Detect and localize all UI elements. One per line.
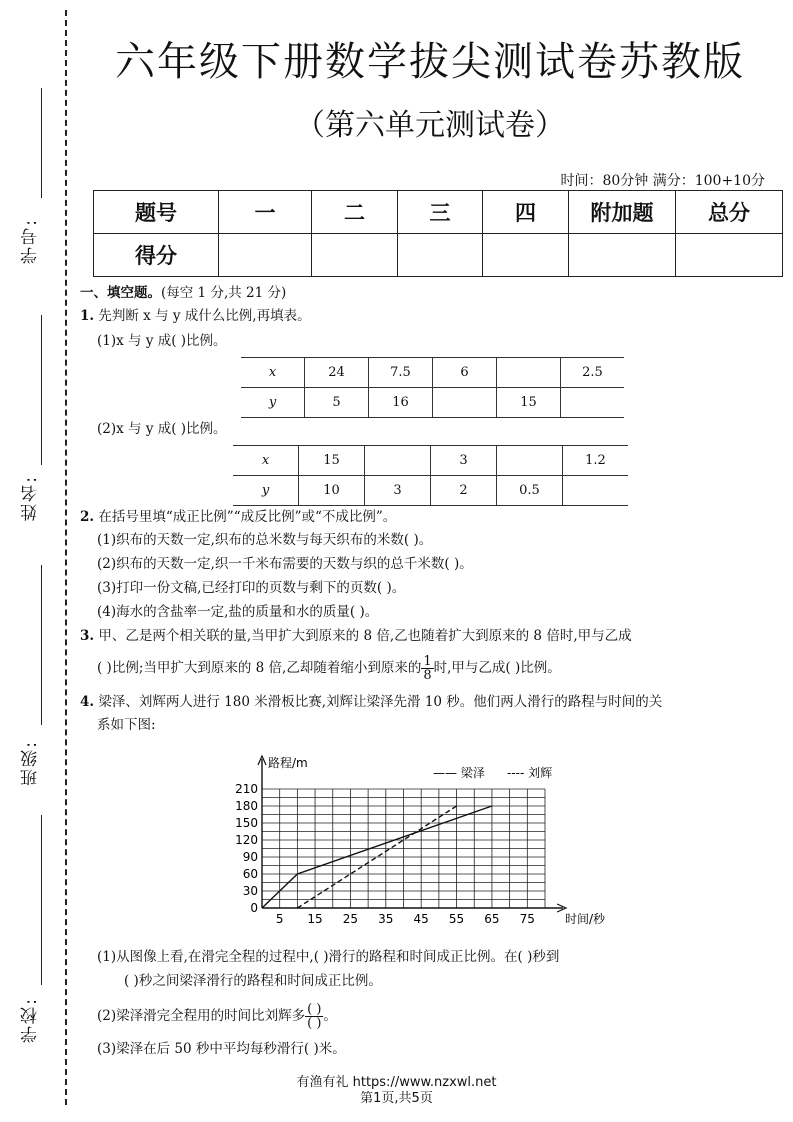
table-cell: x — [241, 358, 305, 388]
x-tick-label: 5 — [275, 912, 284, 926]
q3-line2 — [97, 655, 561, 682]
q4-line2: 系如下图: — [97, 717, 156, 733]
score-table-score-row — [94, 234, 783, 277]
fraction — [421, 655, 433, 682]
question-number: 1. — [80, 308, 95, 324]
watermark: 有渔有礼 https://www.nzxwl.net — [296, 1075, 497, 1090]
legend-entry-liuhui: ---- 刘辉 — [507, 766, 553, 780]
name-label: 姓名: — [21, 475, 41, 521]
score-input-cell[interactable] — [569, 234, 676, 277]
table-cell: 16 — [369, 388, 433, 418]
y-tick-label: 150 — [235, 816, 258, 830]
table-cell[interactable] — [563, 476, 629, 506]
x-tick-label: 55 — [448, 912, 465, 926]
fraction[interactable] — [305, 1003, 323, 1030]
score-input-cell[interactable] — [312, 234, 398, 277]
section-heading — [80, 284, 286, 302]
table-cell[interactable] — [433, 388, 497, 418]
y-tick-label: 120 — [235, 833, 258, 847]
q4-sub2 — [97, 1003, 337, 1030]
time-info: 时间：80分钟 满分：100+10分 — [560, 173, 765, 189]
table-cell: 3 — [365, 476, 431, 506]
table-row — [241, 388, 624, 418]
fraction-denominator: ( ) — [307, 1016, 322, 1031]
table-cell: x — [233, 446, 299, 476]
score-table-header-row — [94, 191, 783, 234]
y-tick-label: 60 — [242, 867, 258, 881]
q2-item: (2)织布的天数一定,织一千米布需要的天数与织的总千米数( )。 — [97, 556, 473, 572]
ratio-table-2 — [233, 445, 628, 506]
table-cell[interactable] — [497, 358, 561, 388]
table-cell: 10 — [299, 476, 365, 506]
student-id-label: 学号: — [21, 218, 41, 264]
table-cell[interactable] — [497, 446, 563, 476]
score-input-cell[interactable] — [483, 234, 569, 277]
table-cell: 6 — [433, 358, 497, 388]
section-title: 一、填空题。 — [80, 285, 161, 301]
fraction-numerator: ( ) — [307, 1002, 322, 1017]
score-cell: 题号 — [94, 191, 219, 234]
score-input-cell[interactable] — [398, 234, 483, 277]
question-1 — [80, 307, 311, 325]
q4-sub1-line1: (1)从图像上看,在滑完全程的过程中,( )滑行的路程和时间成正比例。在( )秒到 — [97, 949, 560, 965]
fraction-denominator: 8 — [423, 668, 432, 683]
table-cell: 15 — [299, 446, 365, 476]
table-row — [233, 476, 628, 506]
score-cell: 得分 — [94, 234, 219, 277]
q2-item: (4)海水的含盐率一定,盐的质量和水的质量( )。 — [97, 604, 379, 620]
legend-entry-liangze: —— 梁泽 — [433, 766, 485, 780]
class-label: 班级: — [21, 740, 41, 786]
name-rule — [41, 315, 42, 465]
y-tick-label: 180 — [235, 799, 258, 813]
question-4 — [80, 693, 662, 711]
score-cell: 一 — [219, 191, 312, 234]
y-tick-label: 210 — [235, 782, 258, 796]
school-label: 学校: — [21, 997, 41, 1043]
question-number: 3. — [80, 628, 95, 644]
table-cell: 15 — [497, 388, 561, 418]
ratio-table-1 — [241, 357, 624, 418]
table-cell: 2 — [431, 476, 497, 506]
question-text: 梁泽、刘辉两人进行 180 米滑板比赛,刘辉让梁泽先滑 10 秒。他们两人滑行的路程与时间的关 — [98, 694, 663, 710]
score-cell: 二 — [312, 191, 398, 234]
q2-item: (3)打印一份文稿,已经打印的页数与剩下的页数( )。 — [97, 580, 406, 596]
table-cell: 0.5 — [497, 476, 563, 506]
section-note: (每空 1 分,共 21 分) — [161, 285, 287, 301]
x-tick-label: 25 — [342, 912, 359, 926]
question-text: 时,甲与乙成( )比例。 — [433, 660, 561, 676]
x-tick-label: 45 — [413, 912, 429, 926]
question-2 — [80, 508, 396, 526]
x-tick-label: 65 — [484, 912, 500, 926]
question-text: 甲、乙是两个相关联的量,当甲扩大到原来的 8 倍,乙也随着扩大到原来的 8 倍时,甲与乙成 — [98, 628, 632, 644]
q2-item: (1)织布的天数一定,织布的总米数与每天织布的米数( )。 — [97, 532, 433, 548]
table-cell: 7.5 — [369, 358, 433, 388]
q1-sub1: (1)x 与 y 成( )比例。 — [97, 333, 227, 349]
score-table — [93, 190, 783, 277]
score-input-cell[interactable] — [676, 234, 783, 277]
score-cell: 附加题 — [569, 191, 676, 234]
student-id-rule — [41, 88, 42, 198]
x-axis-label: 时间/秒 — [565, 912, 606, 926]
class-rule — [41, 565, 42, 725]
question-text: 先判断 x 与 y 成什么比例,再填表。 — [98, 308, 311, 324]
y-tick-label: 90 — [242, 850, 258, 864]
question-number: 2. — [80, 509, 95, 525]
score-input-cell[interactable] — [219, 234, 312, 277]
score-cell: 四 — [483, 191, 569, 234]
table-cell: 2.5 — [561, 358, 625, 388]
page-number: 第1页,共5页 — [360, 1091, 433, 1106]
school-rule — [41, 815, 42, 985]
table-cell: 24 — [305, 358, 369, 388]
q1-sub2: (2)x 与 y 成( )比例。 — [97, 421, 227, 437]
table-cell: y — [233, 476, 299, 506]
binding-dashed-line — [65, 10, 67, 1105]
y-axis-label: 路程/m — [268, 756, 308, 770]
page-subtitle: （第六单元测试卷） — [295, 108, 565, 143]
distance-time-chart — [225, 748, 645, 933]
question-text: ( )比例;当甲扩大到原来的 8 倍,乙却随着缩小到原来的 — [97, 660, 422, 676]
x-tick-label: 75 — [519, 912, 535, 926]
table-cell: y — [241, 388, 305, 418]
q4-sub3: (3)梁泽在后 50 秒中平均每秒滑行( )米。 — [97, 1041, 346, 1057]
score-cell: 三 — [398, 191, 483, 234]
fraction-numerator: 1 — [423, 654, 432, 669]
table-cell: 1.2 — [563, 446, 629, 476]
x-tick-label: 35 — [378, 912, 394, 926]
question-text: 在括号里填“成正比例”“成反比例”或“不成比例”。 — [98, 509, 397, 525]
table-row — [241, 358, 624, 388]
question-text: (2)梁泽滑完全程用的时间比刘辉多 — [97, 1008, 306, 1024]
question-number: 4. — [80, 694, 95, 710]
score-cell: 总分 — [676, 191, 783, 234]
table-cell: 3 — [431, 446, 497, 476]
y-tick-label: 0 — [250, 901, 258, 915]
y-tick-label: 30 — [242, 884, 258, 898]
q4-sub1-line2: ( )秒之间梁泽滑行的路程和时间成正比例。 — [124, 973, 382, 989]
table-row — [233, 446, 628, 476]
table-cell[interactable] — [365, 446, 431, 476]
x-tick-label: 15 — [307, 912, 323, 926]
question-text: 。 — [323, 1008, 337, 1024]
question-3 — [80, 627, 632, 645]
table-cell: 5 — [305, 388, 369, 418]
page-title: 六年级下册数学拔尖测试卷苏教版 — [115, 39, 745, 85]
table-cell[interactable] — [561, 388, 625, 418]
